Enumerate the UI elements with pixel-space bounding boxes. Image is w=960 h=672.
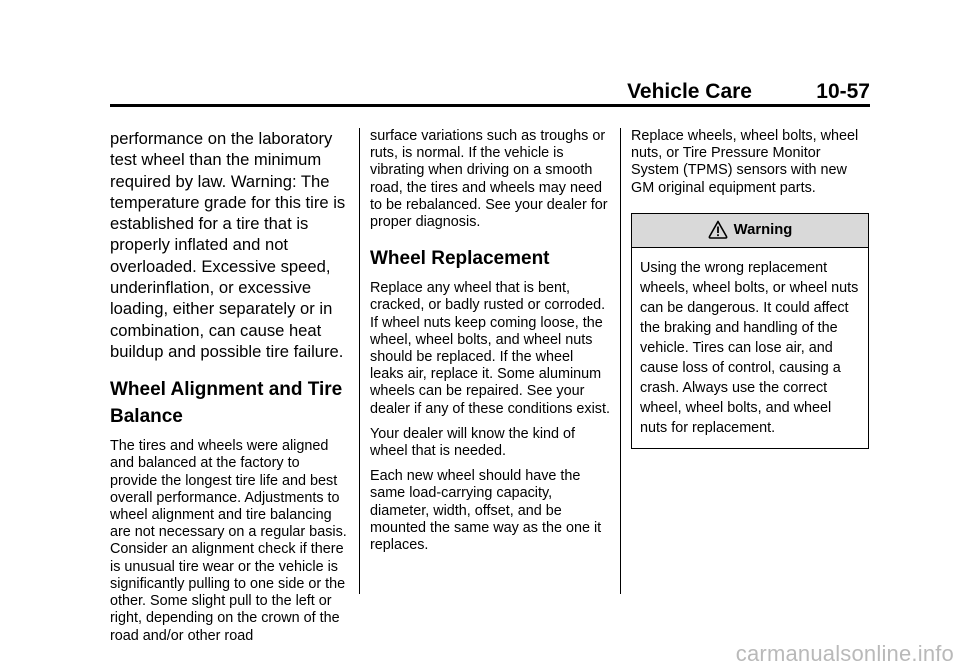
page-number: 10-57 <box>816 80 870 103</box>
section-heading: Wheel Alignment and Tire Balance <box>110 379 343 428</box>
column-divider <box>620 128 621 594</box>
body-paragraph: Replace wheels, wheel bolts, wheel nuts, or Tire Pressure Monitor System (TPMS) sensors with new GM original equipment parts. <box>631 128 859 196</box>
body-paragraph: Your dealer will know the kind of wheel that is needed. <box>370 425 576 460</box>
continued-paragraph: surface variations such as troughs or ruts, is normal. If the vehicle is vibrating when driving on a smooth road, the tires and wheels may need to be rebalanced. See your dealer for proper diagnosis. <box>370 128 608 231</box>
column-3 <box>631 128 869 449</box>
column-1 <box>110 128 348 653</box>
column-divider <box>359 128 360 594</box>
column-2 <box>370 128 610 562</box>
body-paragraph: Replace any wheel that is bent, cracked, or badly rusted or corroded. If wheel nuts keep coming loose, the wheel, wheel bolts, and wheel nuts should be replaced. If the wheel leaks air, replace it. Some aluminum wheels can be repaired. See your dealer if any of these conditions exist. <box>370 280 610 417</box>
warning-title: Warning <box>733 222 793 239</box>
section-heading: Wheel Replacement <box>370 248 550 270</box>
page-header <box>110 80 870 106</box>
header-rule <box>110 104 870 107</box>
warning-triangle-icon <box>708 220 728 240</box>
body-paragraph: The tires and wheels were aligned and balanced at the factory to provide the longest tire life and best overall performance. Adjustments to wheel alignment and tire balancing are not necessary on a regular basis. Consider an alignment check if there is unusual tire wear or the vehicle is significantly pulling to one side or the other. Some slight pull to the left or right, depending on the crown of the road and/or other road <box>110 438 347 644</box>
warning-text: Using the wrong replacement wheels, wheel bolts, or wheel nuts can be dangerous. It could affect the braking and handling of the vehicle. Tires can lose air, and cause loss of control, causing a crash. Always use the correct wheel, wheel bolts, and wheel nuts for replacement. <box>640 259 859 436</box>
warning-box <box>631 213 869 449</box>
body-paragraph: Each new wheel should have the same load-carrying capacity, diameter, width, offset, and be mounted the same way as the one it replaces. <box>370 468 602 554</box>
warning-header <box>632 214 868 248</box>
watermark: carmanualsonline.info <box>735 641 954 666</box>
section-title: Vehicle Care <box>627 80 752 103</box>
continued-paragraph: performance on the laboratory test wheel than the minimum required by law. Warning: The temperature grade for this tire is established for a tire that is properly inflated and not overloaded. Excessive speed, underinflation, or excessive loading, either separately or in combination, can cause heat buildup and possible tire failure. <box>110 129 346 361</box>
